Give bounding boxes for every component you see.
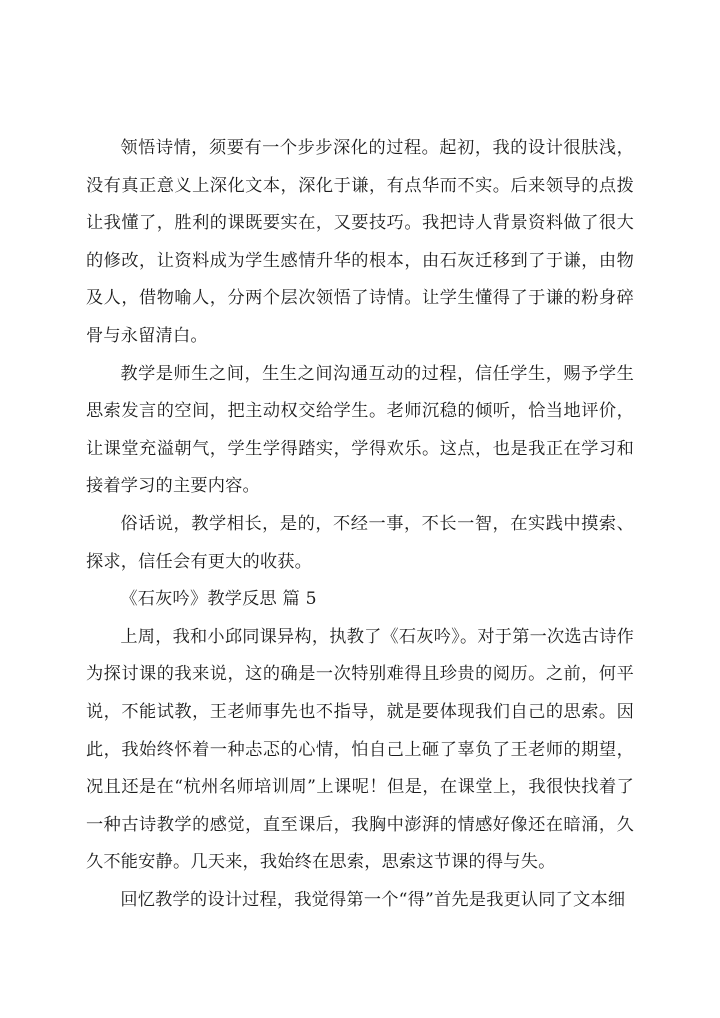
paragraph-4: 上周，我和小邱同课异构，执教了《石灰吟》。对于第一次选古诗作为探讨课的我来说，这的确是一次特别难得且珍贵的阅历。之前，何平说，不能试教，王老师事先也不指导，就是要体现我们自己的思索。因此，我始终怀着一种忐忑的心情，怕自己上砸了辜负了王老师的期望，况且还是在“杭州名师培训周”上课呢！但是，在课堂上，我很快找着了一种古诗教学的感觉，直至课后，我胸中澎湃的情感好像还在暗涌，久久不能安静。几天来，我始终在思索，思索这节课的得与失。 [86,626,634,873]
paragraph-3: 俗话说，教学相长，是的，不经一事，不长一智，在实践中摸索、探求，信任会有更大的收获。 [86,513,634,572]
section-heading: 《石灰吟》教学反思 篇 5 [120,589,317,610]
paragraph-2: 教学是师生之间，生生之间沟通互动的过程，信任学生，赐予学生思索发言的空间，把主动权交给学生。老师沉稳的倾听，恰当地评价，让课堂充溢朝气，学生学得踏实，学得欢乐。这点，也是我正在学习和接着学习的主要内容。 [86,363,634,497]
paragraph-5: 回忆教学的设计过程，我觉得第一个“得”首先是我更认同了文本细 [120,889,626,910]
paragraph-1: 领悟诗情，须要有一个步步深化的过程。起初，我的设计很肤浅，没有真正意义上深化文本，深化于谦，有点华而不实。后来领导的点拨让我懂了，胜利的课既要实在，又要技巧。我把诗人背景资料做了很大的修改，让资料成为学生感情升华的根本，由石灰迁移到了于谦，由物及人，借物喻人，分两个层次领悟了诗情。让学生懂得了于谦的粉身碎骨与永留清白。 [86,138,634,346]
document-page [86,130,634,919]
